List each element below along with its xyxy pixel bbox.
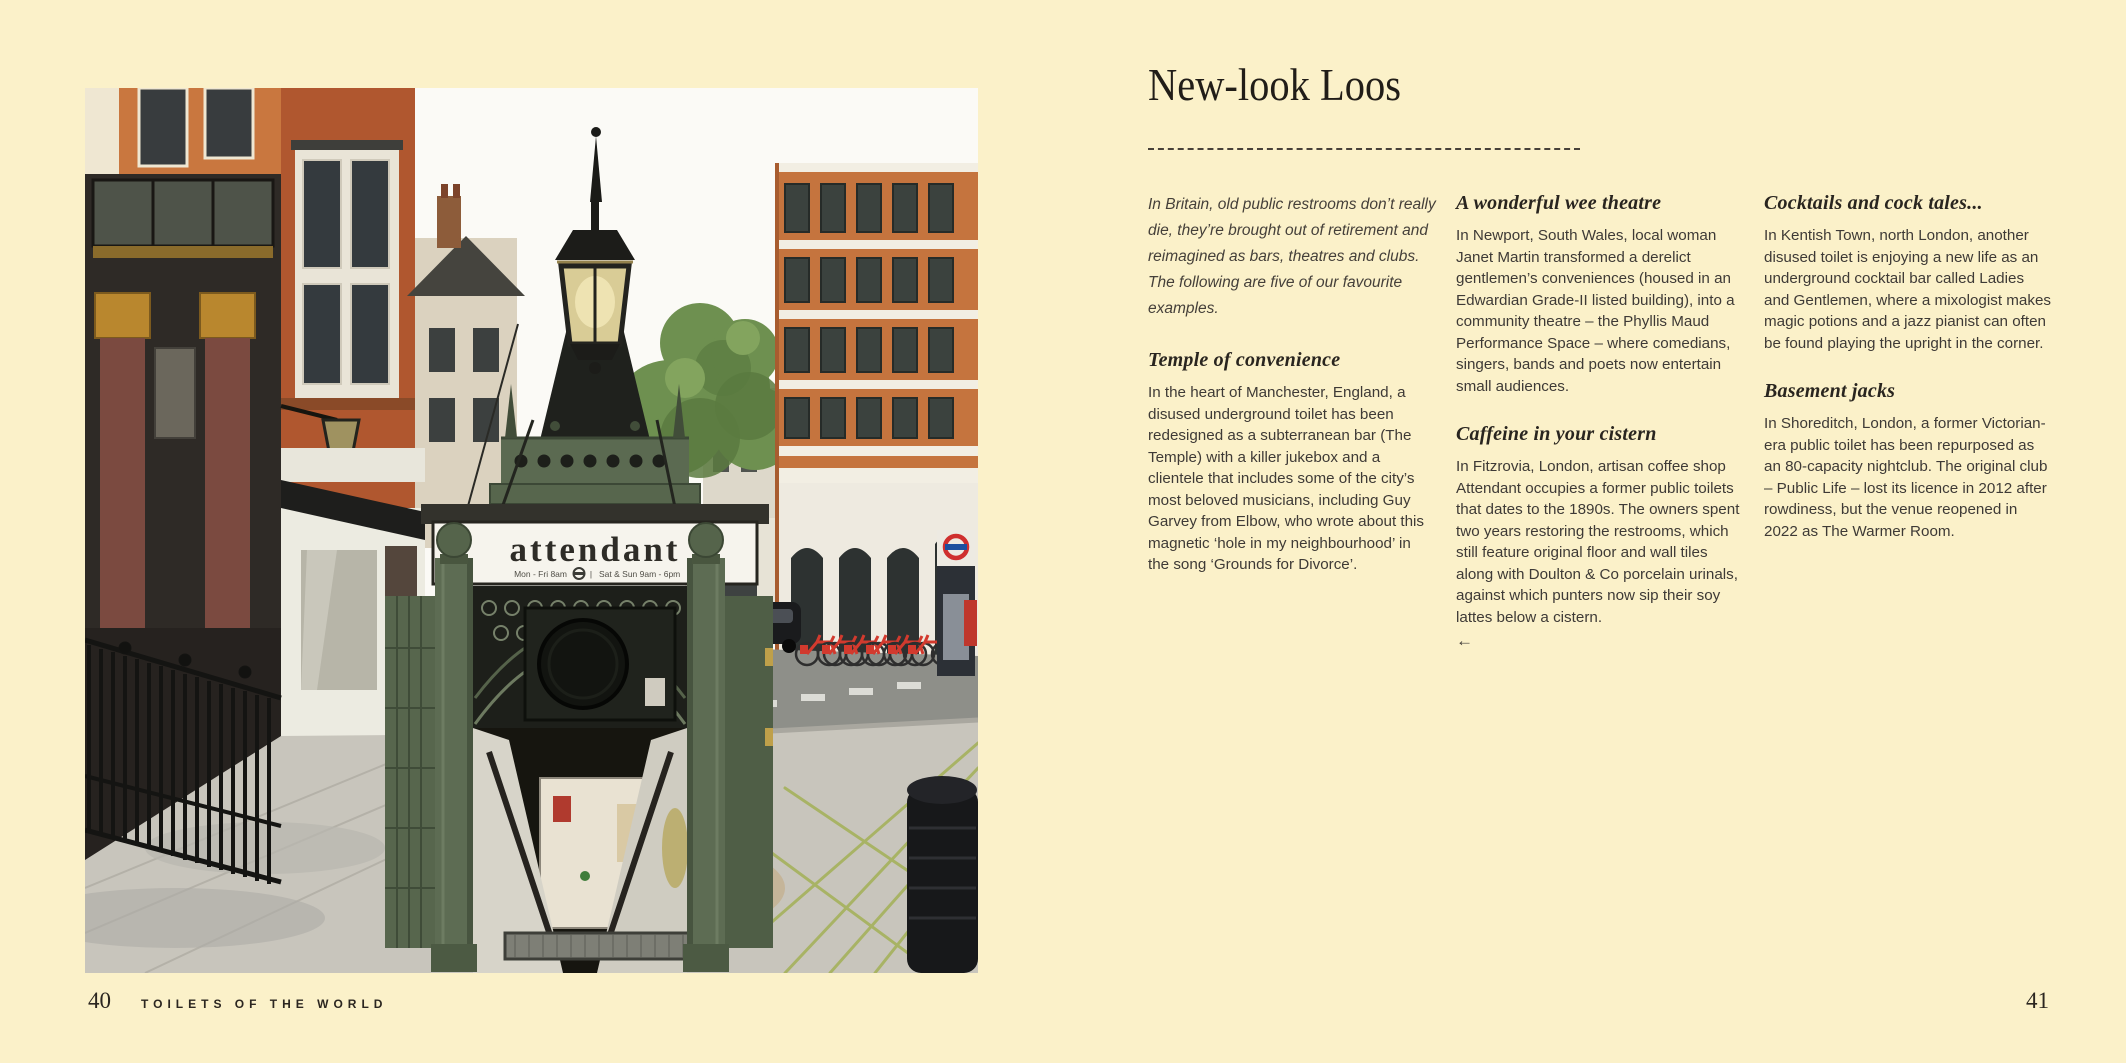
section-body: In Shoreditch, London, a former Victorian-era public toilet has been repurposed as an 80-capacity nightclub. The original club – Public Life – lost its licence in 2012 after rowdiness, but the venue reopened in 2022 as The Warmer Room. (1764, 415, 2048, 540)
column-2 (1456, 192, 1744, 649)
stairwell (473, 728, 705, 973)
kiosk-gate-right (725, 596, 773, 948)
sign-hours-right: Sat & Sun 9am - 6pm (599, 569, 681, 579)
bollard-large (907, 776, 978, 973)
street-photo (85, 88, 978, 973)
column-1 (1148, 192, 1436, 649)
article-title: New-look Loos (1148, 59, 1401, 110)
section-wonderful-wee-theatre (1456, 192, 1744, 397)
column-3 (1764, 192, 2052, 649)
postbox (964, 600, 977, 646)
section-body: In the heart of Manchester, England, a disused underground toilet has been redesigned as a subterranean bar (The Temple) with a killer jukebox and a clientele that includes some of the city’s most beloved musicians, including Guy Garvey from Elbow, who wrote about this magnetic ‘hole in my neighbourhood’ in the song ‘Grounds for Divorce’. (1148, 384, 1425, 573)
left-page-footer (88, 988, 387, 1014)
article-columns (1148, 192, 2054, 649)
canopy (473, 586, 687, 728)
section-heading: A wonderful wee theatre (1456, 192, 1662, 214)
sign-hours-left: Mon - Fri 8am (514, 569, 567, 579)
attendant-sign-title: attendant (509, 530, 681, 569)
dashed-divider (1148, 148, 1580, 150)
book-title: TOILETS OF THE WORLD (141, 997, 388, 1011)
article (1148, 58, 2054, 649)
section-temple-of-convenience (1148, 349, 1436, 576)
section-body: In Kentish Town, north London, another disused toilet is enjoying a new life as an underground cocktail bar called Ladies and Gentlemen, where a mixologist makes magic potions and a jazz pianist can often be found playing the upright in the corner. (1764, 227, 2052, 352)
page-number-right: 41 (2026, 988, 2049, 1013)
section-heading: Temple of convenience (1148, 349, 1341, 371)
section-heading: Caffeine in your cistern (1456, 423, 1657, 445)
page-number-left: 40 (88, 988, 111, 1013)
section-caffeine-in-your-cistern (1456, 423, 1744, 649)
section-heading: Basement jacks (1764, 380, 1896, 402)
section-heading: Cocktails and cock tales... (1764, 192, 1983, 214)
street-photo-illustration (85, 88, 978, 973)
section-body: In Newport, South Wales, local woman Janet Martin transformed a derelict gentlemen’s conveniences (housed in an Edwardian Grade-II listed building), into a community theatre – the Phyllis Maud Performance Space – where comedians, singers, bands and poets now entertain small audiences. (1456, 227, 1735, 395)
section-body: In Fitzrovia, London, artisan coffee shop Attendant occupies a former public toilets that dates to the 1890s. The owners spent two years restoring the restrooms, which still feature original floor and wall tiles along with Doulton & Co porcelain urinals, against which punters now sip their soy lattes below a cistern. (1456, 458, 1740, 626)
left-arrow-icon: ← (1456, 631, 1473, 650)
intro-text: In Britain, old public restrooms don’t really die, they’re brought out of retirement and reimagined as bars, theatres and clubs. The following are five of our favourite examples. (1148, 196, 1436, 317)
right-page-footer (2026, 988, 2049, 1014)
kiosk-gate-left (385, 596, 435, 948)
section-cocktails-and-cock-tales (1764, 192, 2052, 354)
section-basement-jacks (1764, 380, 2052, 542)
sign-hours-separator: | (589, 569, 593, 579)
